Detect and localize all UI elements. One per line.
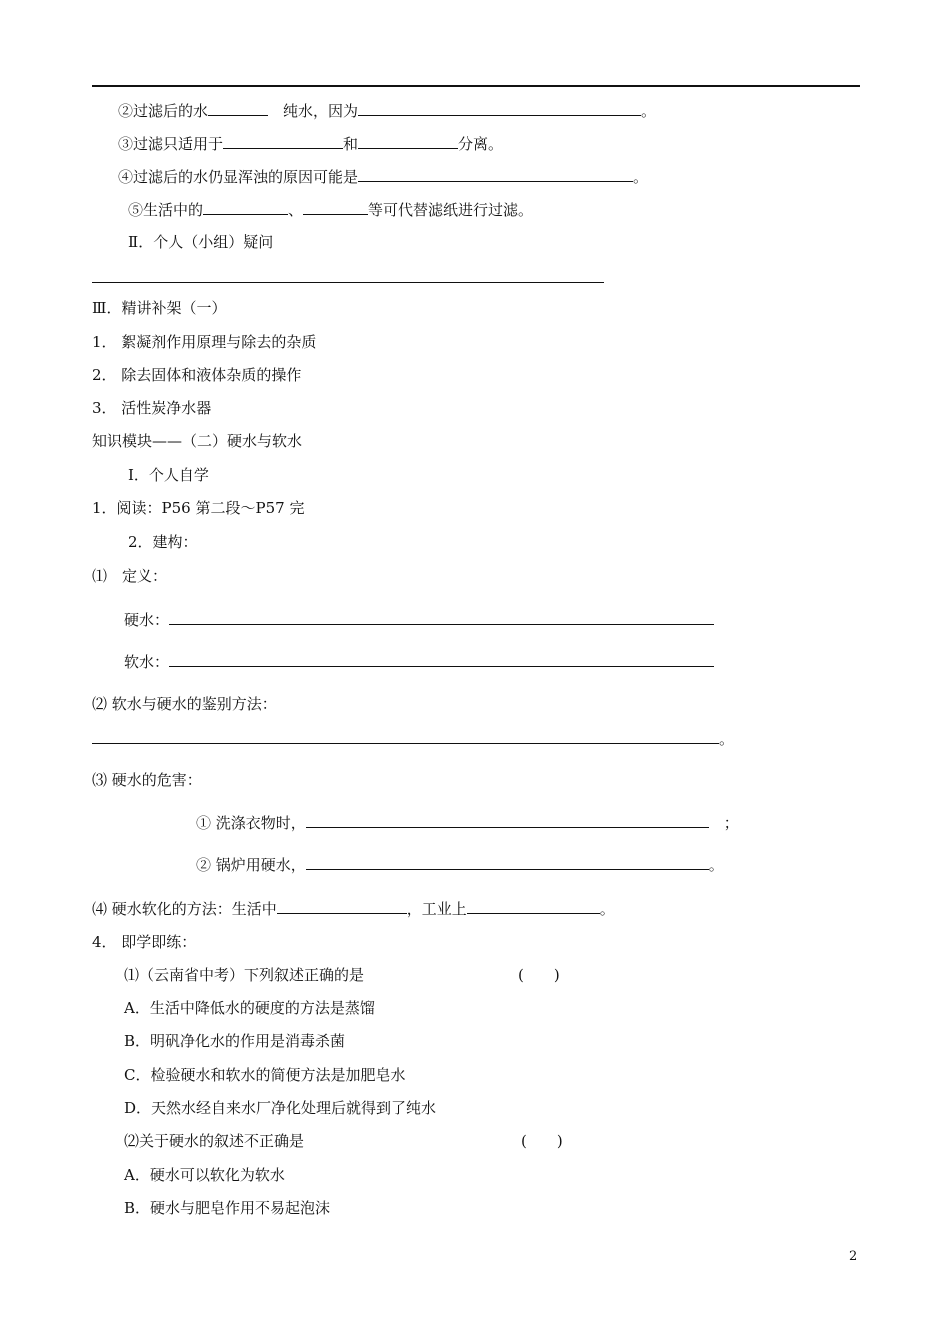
- blank: [208, 100, 268, 116]
- filter-q4: ④过滤后的水仍显浑浊的原因可能是 。: [118, 168, 649, 186]
- harm-heading: ⑶ 硬水的危害：: [92, 771, 202, 789]
- filter-q5: ⑤生活中的 、 等可代替滤纸进行过滤。: [128, 201, 534, 219]
- filter-q3: ③过滤只适用于 和 分离。: [118, 135, 504, 153]
- doubt-answer-line: [92, 282, 604, 283]
- header-rule: [92, 85, 860, 87]
- blank: [358, 100, 641, 116]
- module-title: 知识模块——（二）硬水与软水: [92, 432, 303, 450]
- hard-water-definition: 硬水：: [124, 609, 714, 630]
- question-option: A．硬水可以软化为软水: [124, 1166, 285, 1184]
- question-option: C．检验硬水和软水的简便方法是加肥皂水: [124, 1066, 406, 1084]
- blank: [358, 166, 633, 182]
- practice-heading: 4． 即学即练：: [92, 933, 197, 951]
- soft-water-definition: 软水：: [124, 651, 714, 672]
- harm-item-1: ① 洗涤衣物时， ；: [196, 814, 739, 832]
- question-option: B．明矾净化水的作用是消毒杀菌: [124, 1032, 346, 1050]
- answer-bracket: ( ): [518, 966, 560, 984]
- identify-answer: 。: [92, 728, 734, 749]
- lecture-item: 2． 除去固体和液体杂质的操作: [92, 366, 302, 384]
- question-stem: ⑵关于硬水的叙述不正确是: [124, 1132, 305, 1150]
- identify-heading: ⑵ 软水与硬水的鉴别方法：: [92, 695, 277, 713]
- harm-item-2: ② 锅炉用硬水， 。: [196, 856, 724, 874]
- question-stem: ⑴（云南省中考）下列叙述正确的是: [124, 966, 365, 984]
- blank: [223, 133, 343, 149]
- blank: [306, 812, 709, 828]
- lecture-item: 3． 活性炭净水器: [92, 399, 212, 417]
- construct-item: 2．建构：: [128, 533, 198, 551]
- doubt-heading: Ⅱ．个人（小组）疑问: [128, 233, 274, 251]
- question-option: A．生活中降低水的硬度的方法是蒸馏: [124, 999, 375, 1017]
- lecture-item: 1． 絮凝剂作用原理与除去的杂质: [92, 333, 317, 351]
- blank: [169, 651, 714, 667]
- blank: [303, 199, 368, 215]
- self-study-heading: Ⅰ．个人自学: [128, 466, 209, 484]
- blank: [169, 609, 714, 625]
- answer-bracket: ( ): [521, 1132, 563, 1150]
- blank: [467, 898, 600, 914]
- question-option: B．硬水与肥皂作用不易起泡沫: [124, 1199, 331, 1217]
- lecture-heading: Ⅲ．精讲补架（一）: [92, 299, 227, 317]
- blank: [358, 133, 458, 149]
- filter-q2: ②过滤后的水 纯水，因为 。: [118, 102, 657, 120]
- blank: [277, 898, 407, 914]
- definition-heading: ⑴ 定义：: [92, 567, 168, 585]
- reading-item: 1．阅读：P56 第二段～P57 完: [92, 499, 305, 517]
- blank: [306, 854, 709, 870]
- blank: [92, 728, 719, 744]
- page-number: 2: [849, 1249, 858, 1264]
- soften-methods: ⑷ 硬水软化的方法：生活中 ，工业上 。: [92, 900, 615, 918]
- question-option: D．天然水经自来水厂净化处理后就得到了纯水: [124, 1099, 437, 1117]
- blank: [203, 199, 288, 215]
